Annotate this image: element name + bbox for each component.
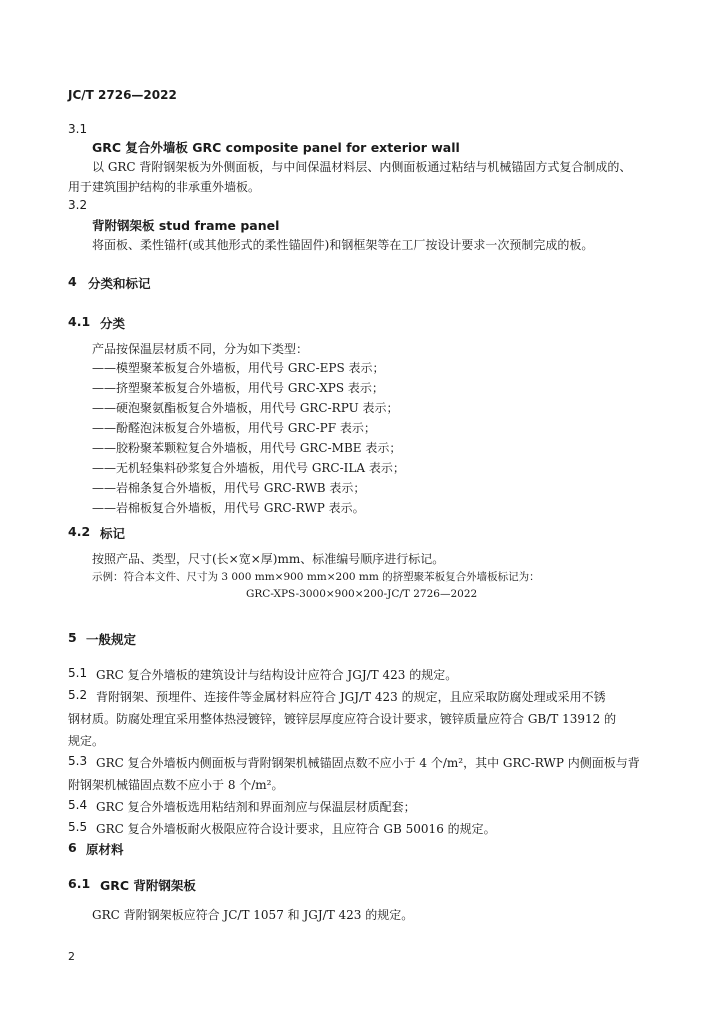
section-title: 分类和标记	[88, 276, 151, 291]
standard-code: JC/T 2726—2022	[68, 88, 177, 102]
clause-text: 附钢架机械锚固点数不应小于 8 个/m²。	[68, 778, 284, 792]
clause-text: GRC 复合外墙板的建筑设计与结构设计应符合 JGJ/T 423 的规定。	[96, 668, 458, 682]
clause-number: 4.2	[68, 524, 91, 539]
section-number: 6	[68, 840, 77, 855]
list-item: ——岩棉条复合外墙板，用代号 GRC-RWB 表示；	[92, 481, 366, 495]
list-item: ——挤塑聚苯板复合外墙板，用代号 GRC-XPS 表示；	[92, 381, 384, 395]
clause-number: 6.1	[68, 876, 91, 891]
list-item: ——硬泡聚氨酯板复合外墙板，用代号 GRC-RPU 表示；	[92, 401, 399, 415]
clause-number: 5.5	[68, 820, 88, 834]
clause-number: 3.1	[68, 122, 88, 136]
marking-text: 按照产品、类型，尺寸(长×宽×厚)mm、标准编号顺序进行标记。	[92, 552, 445, 566]
section-title: 原材料	[86, 842, 124, 857]
clause-text: 钢材质。防腐处理宜采用整体热浸镀锌，镀锌层厚度应符合设计要求，镀锌质量应符合 GB/T 13912 的	[68, 712, 617, 726]
marking-example-value: GRC-XPS-3000×900×200-JC/T 2726—2022	[246, 588, 478, 600]
classification-intro: 产品按保温层材质不同，分为如下类型：	[92, 342, 309, 356]
clause-text: GRC 复合外墙板内侧面板与背附钢架机械锚固点数不应小于 4 个/m²，其中 GRC-RWP 内侧面板与背	[96, 756, 640, 770]
clause-title: 分类	[100, 316, 126, 331]
clause-text: 背附钢架、预埋件、连接件等金属材料应符合 JGJ/T 423 的规定，且应采取防腐处理或采用不锈	[96, 690, 606, 704]
section-title: 一般规定	[86, 632, 137, 647]
list-item: ——无机轻集料砂浆复合外墙板，用代号 GRC-ILA 表示；	[92, 461, 405, 475]
term-title: 背附钢架板 stud frame panel	[92, 218, 280, 233]
clause-number: 5.3	[68, 754, 88, 768]
clause-number: 4.1	[68, 314, 91, 329]
clause-title: 标记	[100, 526, 126, 541]
list-item: ——胶粉聚苯颗粒复合外墙板，用代号 GRC-MBE 表示；	[92, 441, 402, 455]
term-definition: 以 GRC 背附钢架板为外侧面板，与中间保温材料层、内侧面板通过粘结与机械锚固方式复合制成的、	[92, 160, 632, 174]
list-item: ——岩棉板复合外墙板，用代号 GRC-RWP 表示。	[92, 501, 365, 515]
clause-text: 规定。	[68, 734, 105, 748]
marking-example: 示例：符合本文件、尺寸为 3 000 mm×900 mm×200 mm 的挤塑聚苯板复合外墙板标记为：	[92, 571, 540, 583]
clause-number: 5.1	[68, 666, 88, 680]
clause-text: GRC 复合外墙板选用粘结剂和界面剂应与保温层材质配套；	[96, 800, 416, 814]
page-number: 2	[68, 950, 75, 963]
term-definition: 用于建筑围护结构的非承重外墙板。	[68, 180, 261, 194]
list-item: ——酚醛泡沫板复合外墙板，用代号 GRC-PF 表示；	[92, 421, 376, 435]
section-number: 5	[68, 630, 77, 645]
clause-number: 5.2	[68, 688, 88, 702]
term-title: GRC 复合外墙板 GRC composite panel for exterior wall	[92, 140, 460, 155]
clause-title: GRC 背附钢架板	[100, 878, 196, 893]
classification-list	[92, 358, 405, 518]
clause-text: GRC 背附钢架板应符合 JC/T 1057 和 JGJ/T 423 的规定。	[92, 908, 414, 922]
term-definition: 将面板、柔性锚杆(或其他形式的柔性锚固件)和钢框架等在工厂按设计要求一次预制完成的板。	[92, 238, 594, 252]
clause-text: GRC 复合外墙板耐火极限应符合设计要求，且应符合 GB 50016 的规定。	[96, 822, 496, 836]
section-number: 4	[68, 274, 77, 289]
clause-number: 5.4	[68, 798, 88, 812]
list-item: ——模塑聚苯板复合外墙板，用代号 GRC-EPS 表示；	[92, 361, 385, 375]
clause-number: 3.2	[68, 198, 88, 212]
